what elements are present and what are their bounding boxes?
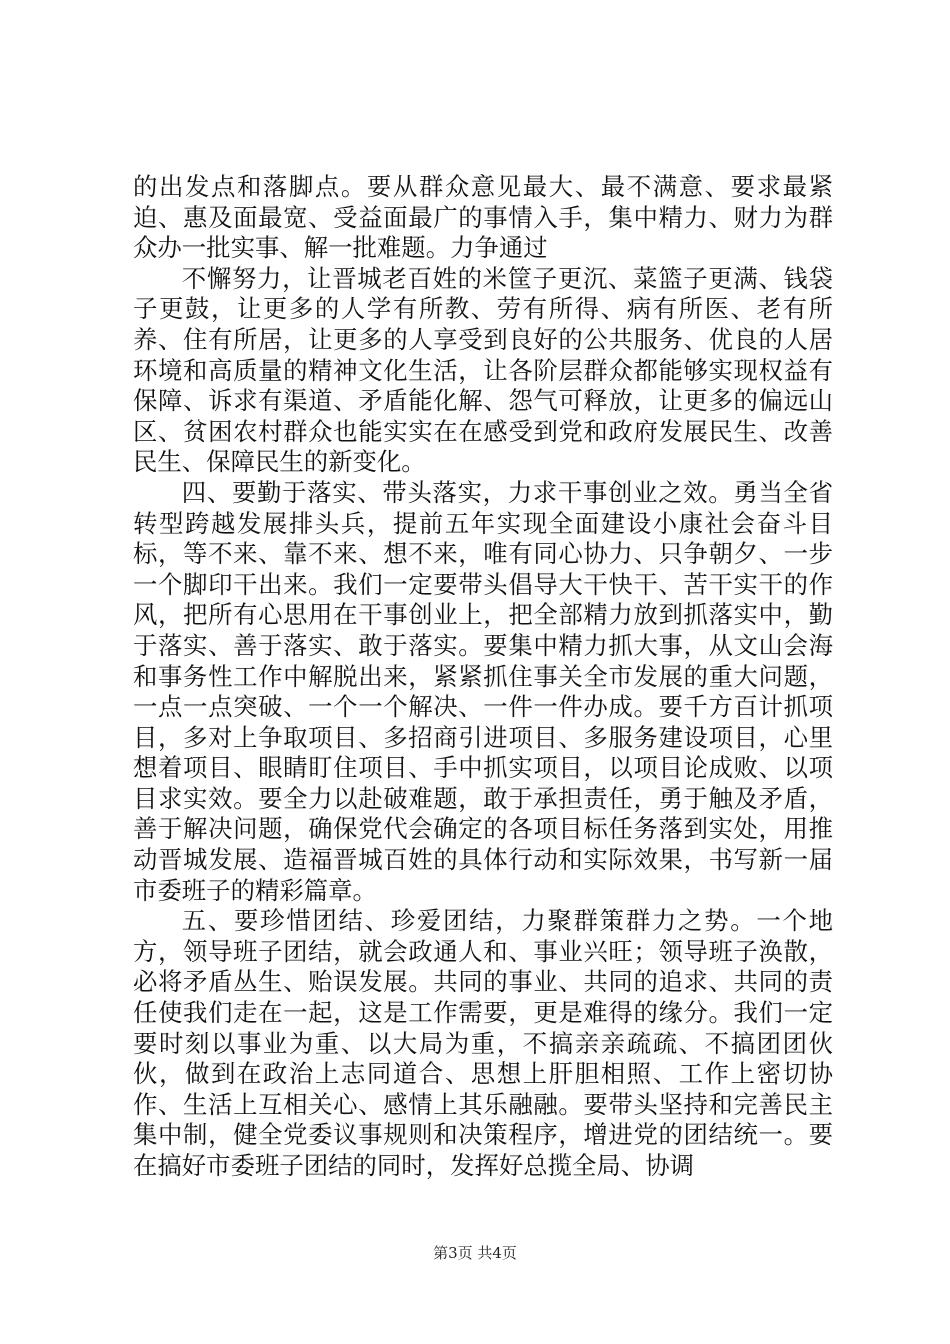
paragraph-section-five: 五、要珍惜团结、珍爱团结，力聚群策群力之势。一个地方，领导班子团结，就会政通人和、事业兴旺；领导班子涣散，必将矛盾丛生、贻误发展。共同的事业、共同的追求、共同的责任使我们走在一起，这是工作需要，更是难得的缘分。我们一定要时刻以事业为重、以大局为重，不搞亲亲疏疏、不搞团团伙伙，做到在政治上志同道合、思想上肝胆相照、工作上密切协作、生活上互相关心、感情上其乐融融。要带头坚持和完善民主集中制，健全党委议事规则和决策程序，增进党的团结统一。要在搞好市委班子团结的同时，发挥好总揽全局、协调 [133, 906, 833, 1180]
paragraph-section-four: 四、要勤于落实、带头落实，力求干事创业之效。勇当全省转型跨越发展排头兵，提前五年实现全面建设小康社会奋斗目标，等不来、靠不来、想不来，唯有同心协力、只争朝夕、一步一个脚印干出来。我们一定要带头倡导大干快干、苦干实干的作风，把所有心思用在干事创业上，把全部精力放到抓落实中，勤于落实、善于落实、敢于落实。要集中精力抓大事，从文山会海和事务性工作中解脱出来，紧紧抓住事关全市发展的重大问题，一点一点突破、一个一个解决、一件一件办成。要千方百计抓项目，多对上争取项目、多招商引进项目、多服务建设项目，心里想着项目、眼睛盯住项目、手中抓实项目，以项目论成败、以项目求实效。要全力以赴破难题，敢于承担责任，勇于触及矛盾，善于解决问题，确保党代会确定的各项目标任务落到实处，用推动晋城发展、造福晋城百姓的具体行动和实际效果，书写新一届市委班子的精彩篇章。 [133, 477, 833, 905]
paragraph-livelihood: 不懈努力，让晋城老百姓的米筐子更沉、菜篮子更满、钱袋子更鼓，让更多的人学有所教、劳有所得、病有所医、老有所养、住有所居，让更多的人享受到良好的公共服务、优良的人居环境和高质量的精神文化生活，让各阶层群众都能够实现权益有保障、诉求有渠道、矛盾能化解、怨气可释放，让更多的偏远山区、贫困农村群众也能实实在在感受到党和政府发展民生、改善民生、保障民生的新变化。 [133, 263, 833, 477]
document-body [133, 172, 833, 1182]
paragraph-continuation: 的出发点和落脚点。要从群众意见最大、最不满意、要求最紧迫、惠及面最宽、受益面最广的事情入手，集中精力、财力为群众办一批实事、解一批难题。力争通过 [133, 172, 833, 263]
page-number-footer: 第3页 共4页 [433, 1244, 517, 1262]
